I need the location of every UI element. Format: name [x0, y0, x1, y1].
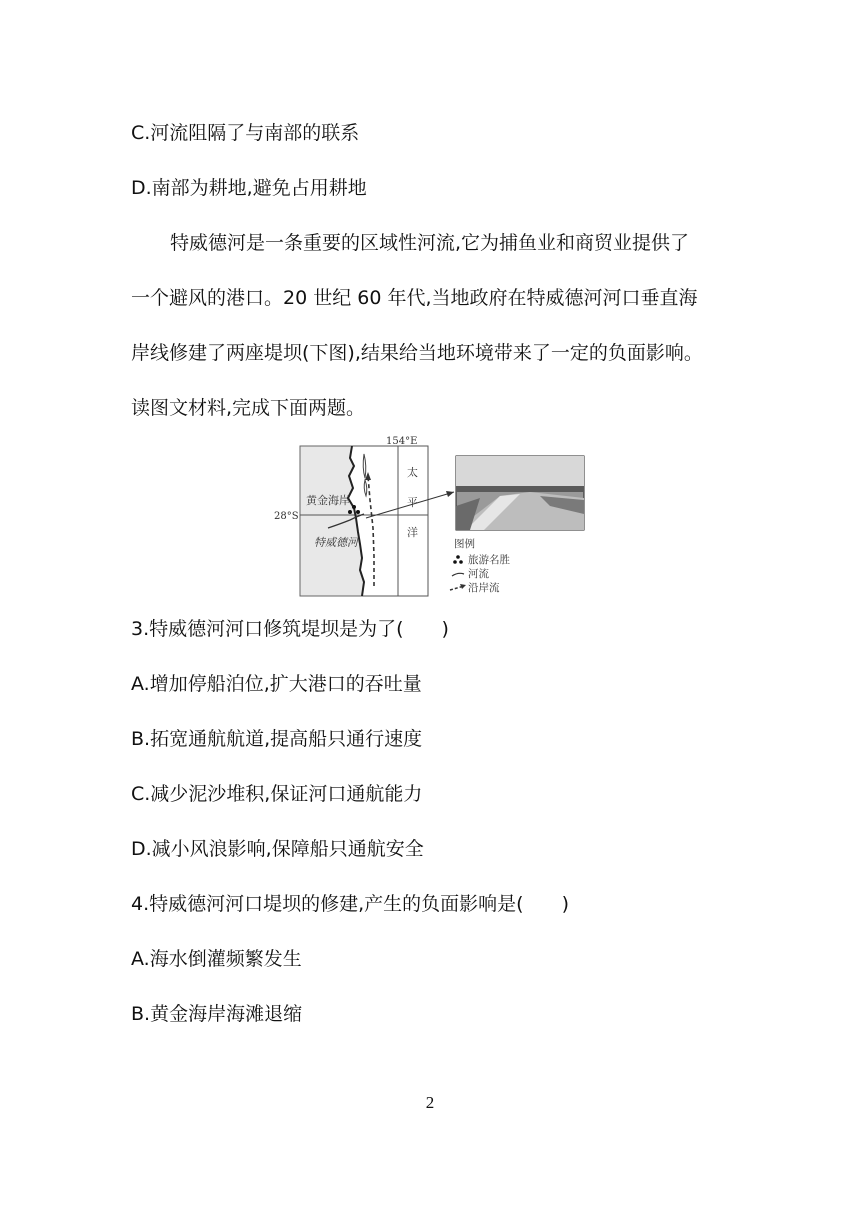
question-3: 3.特威德河河口修筑堤坝是为了( ) — [131, 618, 449, 640]
map-svg — [270, 436, 600, 600]
latitude-label: 28°S — [274, 511, 299, 522]
longitude-label: 154°E — [386, 436, 418, 447]
question-4: 4.特威德河河口堤坝的修建,产生的负面影响是( ) — [131, 893, 569, 915]
legend — [450, 537, 510, 594]
scenic-dot — [356, 510, 360, 514]
pointer-arrow — [446, 491, 454, 497]
passage-line-3: 岸线修建了两座堤坝(下图),结果给当地环境带来了一定的负面影响。 — [131, 342, 703, 364]
legend-river: 河流 — [468, 568, 489, 580]
option-c-prev: C.河流阻隔了与南部的联系 — [131, 122, 360, 144]
ocean-label-2: 平 — [407, 496, 418, 509]
scenic-dot — [352, 505, 356, 509]
question-3-option-a: A.增加停船泊位,扩大港口的吞吐量 — [131, 673, 422, 695]
tweed-river-label: 特威德河 — [314, 536, 358, 549]
estuary-photo — [456, 456, 584, 530]
question-4-option-a: A.海水倒灌频繁发生 — [131, 948, 302, 970]
question-3-option-c: C.减少泥沙堆积,保证河口通航能力 — [131, 783, 423, 805]
ocean-label-1: 太 — [407, 466, 418, 479]
legend-current: 沿岸流 — [468, 582, 500, 594]
page-number: 2 — [425, 1093, 435, 1112]
map-figure — [270, 436, 600, 600]
option-d-prev: D.南部为耕地,避免占用耕地 — [131, 177, 367, 199]
scenic-dot — [348, 510, 352, 514]
question-4-option-b: B.黄金海岸海滩退缩 — [131, 1003, 303, 1025]
gold-coast-label: 黄金海岸 — [306, 494, 350, 507]
passage-line-2: 一个避风的港口。20 世纪 60 年代,当地政府在特威德河河口垂直海 — [131, 287, 698, 309]
ocean-label-3: 洋 — [407, 526, 418, 539]
question-3-option-d: D.减小风浪影响,保障船只通航安全 — [131, 838, 424, 860]
passage-line-1: 特威德河是一条重要的区域性河流,它为捕鱼业和商贸业提供了 — [170, 232, 690, 254]
legend-scenic: 旅游名胜 — [468, 554, 510, 566]
passage-line-4: 读图文材料,完成下面两题。 — [131, 397, 366, 419]
question-3-option-b: B.拓宽通航航道,提高船只通行速度 — [131, 728, 423, 750]
legend-title: 图例 — [454, 538, 475, 550]
